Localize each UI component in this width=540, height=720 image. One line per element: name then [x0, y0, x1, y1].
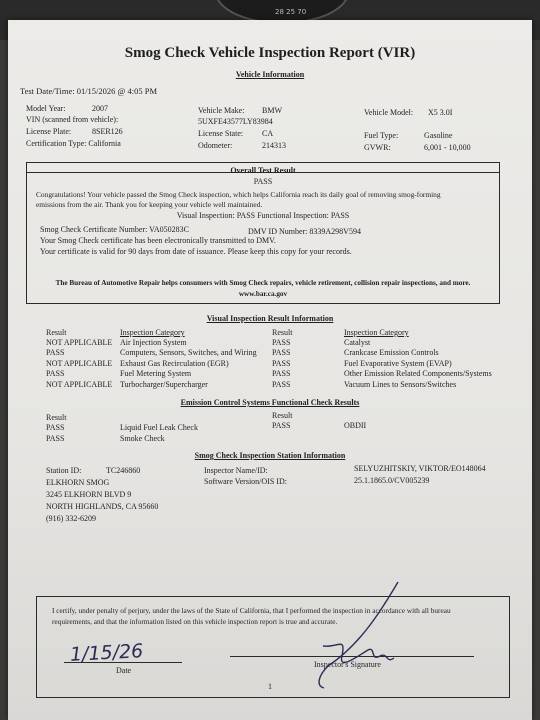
dmv-id-number: DMV ID Number: 8339A298V594: [248, 227, 361, 236]
table-row-category: OBDII: [344, 421, 367, 430]
station-id-value: TC246860: [106, 466, 141, 475]
date-label: Date: [116, 666, 132, 675]
gvwr-value: 6,001 - 10,000: [424, 143, 471, 152]
state-label: License State:: [198, 129, 244, 138]
functional-result-col-right: Result: [272, 411, 293, 420]
test-datetime: Test Date/Time: 01/15/2026 @ 4:05 PM: [20, 86, 158, 96]
odometer-label: Odometer:: [198, 141, 233, 150]
vin-value: 5UXFE43577LY83984: [198, 117, 273, 126]
date-line: [64, 662, 182, 663]
inspector-label: Inspector Name/ID:: [204, 466, 268, 475]
make-label: Vehicle Make:: [198, 106, 245, 115]
table-row-result: PASS: [46, 423, 65, 432]
functional-check-heading: Emission Control Systems Functional Check Results: [180, 398, 360, 407]
station-name: ELKHORN SMOG: [46, 478, 110, 487]
handwritten-date: 1/15/26: [69, 640, 144, 666]
page-title: Smog Check Vehicle Inspection Report (VIR): [124, 45, 416, 61]
table-row-category: Fuel Evaporative System (EVAP): [344, 358, 452, 368]
visual-result-col: Result: [46, 328, 67, 337]
table-row-category: Computers, Sensors, Switches, and Wiring: [120, 348, 257, 358]
station-id-label: Station ID:: [46, 466, 82, 475]
table-row-category: Air Injection System: [120, 338, 187, 347]
make-value: BMW: [262, 106, 282, 115]
page-number: 1: [268, 682, 272, 691]
odometer-value: 214313: [262, 141, 286, 150]
state-value: CA: [262, 129, 274, 138]
table-row-result: PASS: [272, 358, 291, 368]
bar-website: www.bar.ca.gov: [238, 290, 288, 298]
table-row-category: Crankcase Emission Controls: [344, 348, 439, 358]
plate-label: License Plate:: [26, 127, 72, 136]
vehicle-info-heading: Vehicle Information: [235, 70, 305, 79]
table-row-category: Liquid Fuel Leak Check: [120, 423, 198, 432]
table-row-result: PASS: [272, 379, 291, 389]
fuel-value: Gasoline: [424, 131, 453, 140]
software-value: 25.1.1865.0/CV005239: [354, 476, 430, 485]
signature-label: Inspector's Signature: [314, 660, 381, 669]
congrats-line-2: emissions from the air. Thank you for keeping your vehicle well maintained.: [36, 200, 263, 209]
visual-category-col: Inspection Category: [120, 328, 185, 337]
gvwr-label: GVWR:: [364, 143, 391, 152]
transmitted-note: Your Smog Check certificate has been electronically transmitted to DMV.: [40, 236, 276, 245]
software-label: Software Version/OIS ID:: [204, 477, 287, 486]
table-row-result: PASS: [272, 369, 291, 379]
certificate-number: Smog Check Certificate Number: VA050283C: [40, 225, 190, 234]
station-address-2: NORTH HIGHLANDS, CA 95660: [46, 502, 159, 511]
table-row-result: PASS: [46, 369, 65, 379]
model-label: Vehicle Model:: [364, 108, 414, 117]
table-row-result: PASS: [46, 434, 65, 443]
overall-result-status: PASS: [253, 177, 273, 186]
station-info-heading: Smog Check Inspection Station Information: [194, 451, 346, 460]
table-row-result: PASS: [272, 338, 291, 347]
table-row-result: PASS: [46, 348, 65, 358]
validity-note: Your certificate is valid for 90 days from date of issuance. Please keep this copy for your records.: [40, 247, 352, 256]
table-row-category: Catalyst: [344, 338, 371, 347]
table-row-result: NOT APPLICABLE: [46, 338, 113, 347]
table-row-category: Vacuum Lines to Sensors/Switches: [344, 379, 457, 389]
certify-line-1: I certify, under penalty of perjury, under the laws of the State of California, that I performed the inspection in accordance with all bureau: [52, 606, 451, 615]
table-row-result: NOT APPLICABLE: [46, 358, 113, 368]
table-row-category: Exhaust Gas Recirculation (EGR): [120, 358, 229, 368]
vin-label: VIN (scanned from vehicle):: [26, 115, 119, 124]
table-row-category: Fuel Metering System: [120, 369, 192, 379]
table-row-category: Other Emission Related Components/Systems: [344, 369, 492, 379]
model-year-value: 2007: [92, 104, 108, 113]
inspector-signature: [298, 576, 418, 696]
dashboard-readout: 28 25 70: [275, 8, 307, 16]
functional-result-col: Result: [46, 413, 67, 422]
plate-value: 8SER126: [92, 127, 123, 136]
visual-category-col-right: Inspection Category: [344, 328, 409, 337]
table-row-category: Turbocharger/Supercharger: [120, 379, 208, 389]
bar-info-line: The Bureau of Automotive Repair helps consumers with Smog Check repairs, vehicle retirement, collision repair inspections, and more.: [55, 279, 471, 287]
model-value: X5 3.0I: [428, 108, 453, 117]
station-phone: (916) 332-6209: [46, 514, 96, 523]
station-address-1: 3245 ELKHORN BLVD 9: [46, 490, 132, 499]
visual-inspection-heading: Visual Inspection Result Information: [206, 314, 334, 323]
table-row-result: PASS: [272, 348, 291, 358]
vir-document: [8, 20, 532, 720]
overall-result-heading: Overall Test Result: [230, 166, 296, 175]
table-row-category: Smoke Check: [120, 434, 165, 443]
table-row-result: NOT APPLICABLE: [46, 379, 113, 389]
visual-result-col-right: Result: [272, 328, 293, 337]
fuel-label: Fuel Type:: [364, 131, 399, 140]
certification-type: Certification Type: California: [26, 139, 121, 148]
model-year-label: Model Year:: [26, 104, 66, 113]
visual-functional-line: Visual Inspection: PASS Functional Inspection: PASS: [176, 211, 350, 220]
table-row-result: PASS: [272, 421, 291, 430]
congrats-line-1: Congratulations! Your vehicle passed the Smog Check inspection, which helps California reach its daily goal of removing smog-forming: [36, 190, 441, 199]
inspector-value: SELYUZHITSKIY, VIKTOR/EO148064: [354, 464, 486, 473]
certify-line-2: requirements, and that the information listed on this vehicle inspection report is true and accurate.: [52, 617, 338, 626]
